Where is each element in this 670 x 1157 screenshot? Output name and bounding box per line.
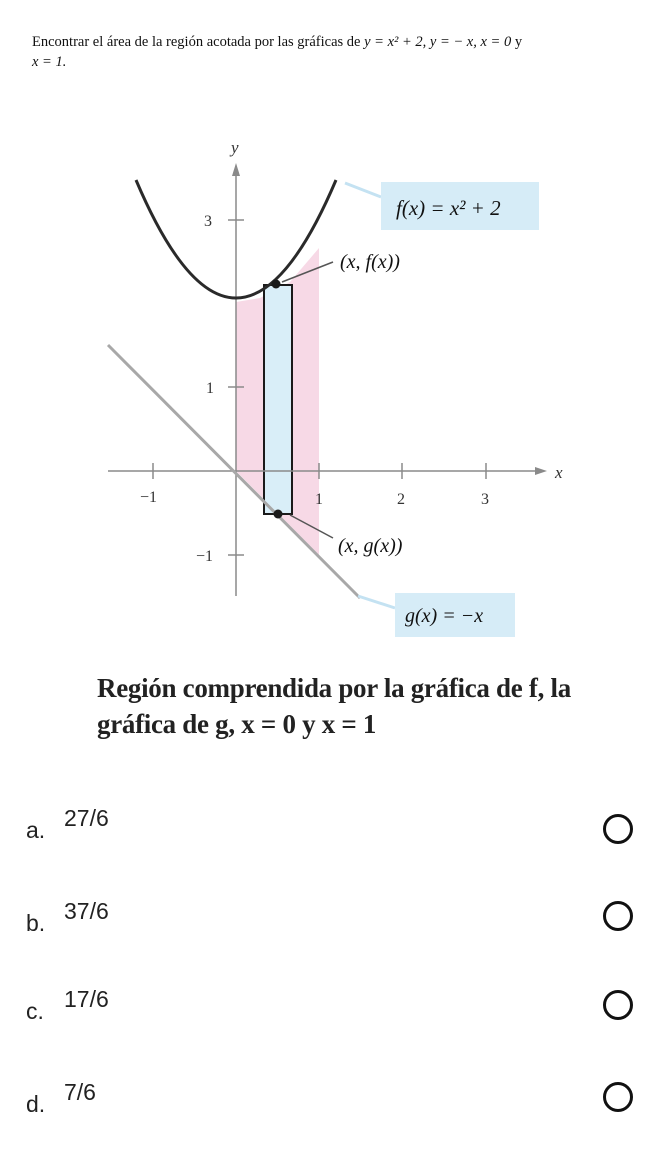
y-tick-label: 1 (206, 380, 214, 397)
y-tick-label: 3 (204, 213, 212, 230)
equation-1: y = x² + 2, (364, 34, 427, 50)
point-f-label: (x, f(x)) (340, 251, 400, 273)
option-c[interactable] (26, 986, 646, 1036)
equation-2: y = − x, (429, 34, 477, 50)
x-axis-label: x (555, 463, 563, 482)
x-tick-label: 3 (481, 491, 489, 508)
radio-button-a[interactable] (603, 814, 633, 844)
option-b[interactable] (26, 898, 646, 948)
option-value: 37/6 (64, 898, 109, 924)
question-lead: Encontrar el área de la región acotada por las gráficas de (32, 34, 361, 50)
f-label: f(x) = x² + 2 (396, 196, 501, 220)
representative-rectangle (264, 285, 292, 514)
option-letter: c. (26, 998, 44, 1024)
equation-3: x = 0 (480, 34, 512, 50)
y-axis-arrow (232, 163, 240, 176)
leader-f-label (345, 183, 381, 197)
option-letter: b. (26, 910, 46, 936)
x-axis-arrow (535, 467, 547, 475)
radio-button-c[interactable] (603, 990, 633, 1020)
option-d[interactable] (26, 1079, 646, 1129)
option-value: 17/6 (64, 986, 109, 1012)
option-value: 7/6 (64, 1079, 96, 1105)
joiner-word: y (514, 34, 523, 50)
leader-g-label (358, 596, 395, 608)
figure-caption (97, 670, 617, 742)
x-tick-label: 2 (397, 491, 405, 508)
option-a[interactable] (26, 805, 646, 855)
point-g (274, 510, 283, 519)
x-tick-label: −1 (140, 489, 158, 506)
x-tick-label: 1 (315, 491, 323, 508)
caption-line-2: gráfica de g, x = 0 y x = 1 (97, 709, 377, 739)
equation-4: x = 1. (32, 54, 67, 70)
option-value: 27/6 (64, 805, 109, 831)
point-g-label: (x, g(x)) (338, 535, 403, 557)
radio-button-b[interactable] (603, 901, 633, 931)
g-label: g(x) = −x (405, 605, 484, 627)
option-letter: a. (26, 817, 46, 843)
radio-button-d[interactable] (603, 1082, 633, 1112)
y-axis-label: y (231, 138, 239, 157)
y-tick-label: −1 (196, 548, 214, 565)
point-f (272, 280, 281, 289)
option-letter: d. (26, 1091, 46, 1117)
caption-line-1: Región comprendida por la gráfica de f, la (97, 673, 571, 703)
